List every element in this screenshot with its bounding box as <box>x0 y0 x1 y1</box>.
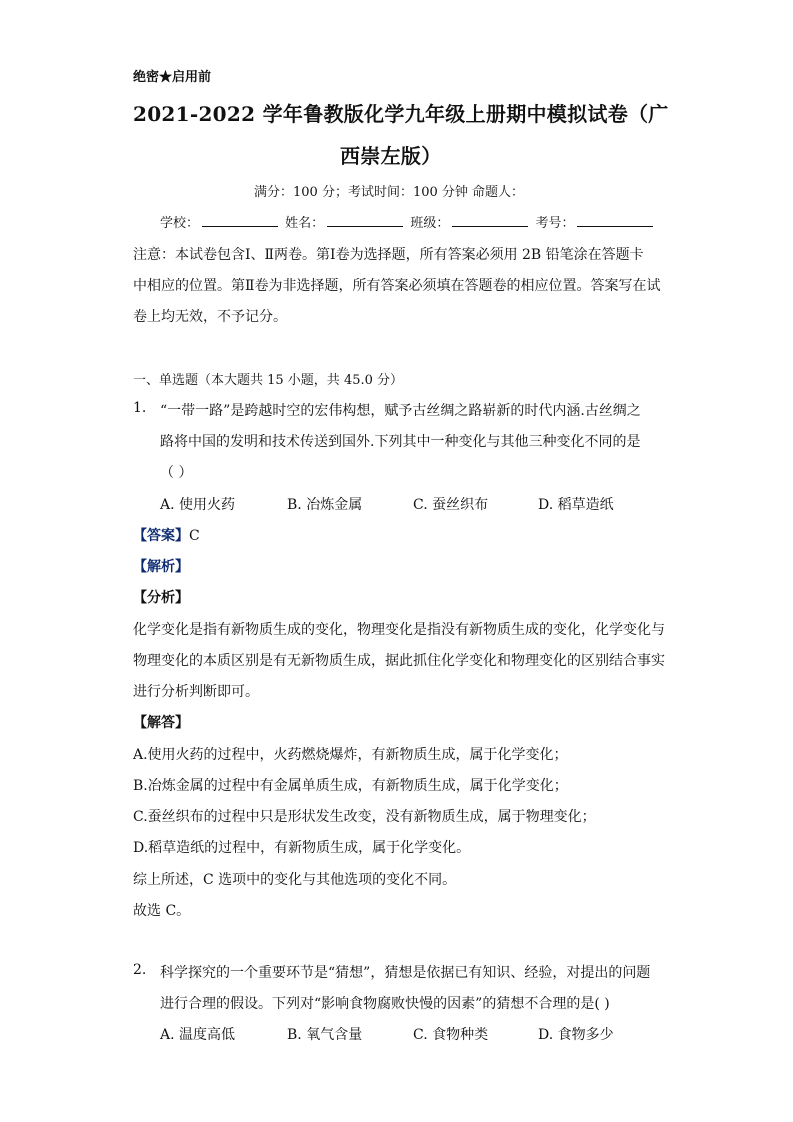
jieda-line-5: 综上所述，C 选项中的变化与其他选项的变化不同。 <box>133 872 457 888</box>
q1-stem-line-3: （ ） <box>160 465 193 481</box>
answer-value: C <box>189 528 200 544</box>
name-label: 姓名： <box>285 216 325 231</box>
jieda-line-2: B.冶炼金属的过程中有金属单质生成，有新物质生成，属于化学变化； <box>133 778 568 794</box>
q2-option-a: A. 温度高低 <box>160 1027 236 1043</box>
q2-number: 2. <box>133 962 147 978</box>
notice-line-3: 卷上均无效，不予记分。 <box>133 309 287 325</box>
q1-option-b: B. 冶炼金属 <box>287 497 363 513</box>
section-heading: 一、单选题（本大题共 15 小题，共 45.0 分） <box>133 373 404 388</box>
exam-title-line2: 西崇左版） <box>340 144 442 168</box>
number-blank <box>577 214 653 227</box>
q2-option-d: D. 食物多少 <box>538 1027 614 1043</box>
notice-line-1: 注意：本试卷包含Ⅰ、Ⅱ两卷。第Ⅰ卷为选择题，所有答案必须用 2B 铅笔涂在答题卡 <box>133 247 644 263</box>
answer-tag: 【答案】 <box>133 528 189 544</box>
exam-title-line1: 2021-2022 学年鲁教版化学九年级上册期中模拟试卷（广 <box>133 102 669 126</box>
fenxi-tag: 【分析】 <box>133 590 189 606</box>
jieda-tag: 【解答】 <box>133 715 189 731</box>
name-blank <box>327 214 403 227</box>
class-blank <box>452 214 528 227</box>
fenxi-line-1: 化学变化是指有新物质生成的变化，物理变化是指没有新物质生成的变化，化学变化与 <box>133 622 665 638</box>
jieda-line-3: C.蚕丝织布的过程中只是形状发生改变，没有新物质生成，属于物理变化； <box>133 809 596 825</box>
fenxi-line-2: 物理变化的本质区别是有无新物质生成，据此抓住化学变化和物理变化的区别结合事实 <box>133 653 665 669</box>
q1-option-a: A. 使用火药 <box>160 497 236 513</box>
q1-option-d: D. 稻草造纸 <box>538 497 614 513</box>
q1-stem-line-1: “一带一路”是跨越时空的宏伟构想，赋予古丝绸之路崭新的时代内涵.古丝绸之 <box>160 403 641 419</box>
q2-option-c: C. 食物种类 <box>413 1027 489 1043</box>
number-label: 考号： <box>535 216 575 231</box>
q1-option-c: C. 蚕丝织布 <box>413 497 489 513</box>
q2-stem-line-1: 科学探究的一个重要环节是“猜想”，猜想是依据已有知识、经验，对提出的问题 <box>160 965 651 981</box>
q2-stem-line-2: 进行合理的假设。下列对“影响食物腐败快慢的因素”的猜想不合理的是( ) <box>160 996 610 1012</box>
student-fields <box>160 212 656 231</box>
q1-number: 1. <box>133 400 147 416</box>
school-blank <box>202 214 278 227</box>
exam-info: 满分：100 分；考试时间：100 分钟 命题人： <box>254 185 525 200</box>
fenxi-line-3: 进行分析判断即可。 <box>133 684 259 700</box>
jieda-line-6: 故选 C。 <box>133 903 191 919</box>
analysis-tag: 【解析】 <box>133 559 189 575</box>
q2-option-b: B. 氧气含量 <box>287 1027 363 1043</box>
jieda-line-4: D.稻草造纸的过程中，有新物质生成，属于化学变化。 <box>133 840 471 856</box>
notice-line-2: 中相应的位置。第Ⅱ卷为非选择题，所有答案必须填在答题卷的相应位置。答案写在试 <box>133 278 661 294</box>
school-label: 学校： <box>160 216 200 231</box>
q1-stem-line-2: 路将中国的发明和技术传送到国外.下列其中一种变化与其他三种变化不同的是 <box>160 434 641 450</box>
class-label: 班级： <box>410 216 450 231</box>
jieda-line-1: A.使用火药的过程中，火药燃烧爆炸，有新物质生成，属于化学变化； <box>133 747 568 763</box>
q1-answer <box>133 525 200 545</box>
confidential-label: 绝密★启用前 <box>133 70 212 85</box>
